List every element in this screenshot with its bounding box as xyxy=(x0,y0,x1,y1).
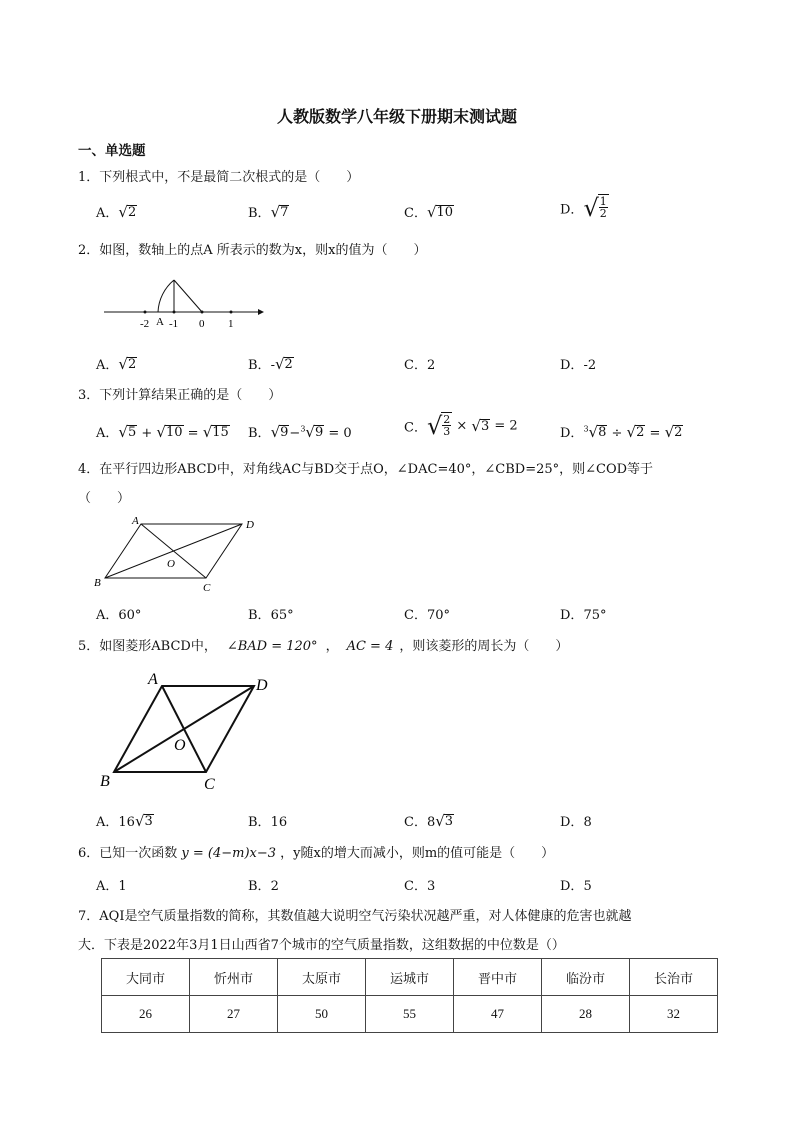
hypotenuse-line xyxy=(174,280,202,312)
question-7-stem-continued: 大．下表是2022年3月1日山西省7个城市的空气质量指数，这组数据的中位数是（） xyxy=(78,938,565,953)
q1-option-b[interactable] xyxy=(248,202,289,221)
question-2-stem: 2．如图，数轴上的点A 所表示的数为x，则x的值为（ ） xyxy=(78,243,427,258)
option-label: B． xyxy=(248,358,271,373)
question-5-stem: 5．如图菱形ABCD中， ∠BAD = 120° ， AC = 4 ，则该菱形的周长为（ ） xyxy=(78,639,569,654)
q2-option-a[interactable] xyxy=(96,354,137,373)
table-row xyxy=(102,996,718,1033)
sqrt-expression: √ 2 xyxy=(118,203,137,221)
table-header-cell: 长治市 xyxy=(630,959,718,996)
q6-option-d[interactable]: D．5 xyxy=(560,879,592,894)
aqi-table xyxy=(101,958,718,1033)
vertex-a-label: A xyxy=(132,515,139,527)
math-function-expr: y = (4−m)x−3 xyxy=(181,846,277,861)
vertex-c-label: C xyxy=(203,582,211,594)
math-length-expr: AC = 4 xyxy=(346,639,394,654)
tick-label: -1 xyxy=(169,318,179,330)
q6-option-b[interactable]: B．2 xyxy=(248,879,279,894)
sqrt-fraction-expression: √ $\frac{1}{2}$ xyxy=(583,194,607,222)
vertex-d-label: D xyxy=(246,519,254,531)
tick-dot xyxy=(201,311,204,314)
q3-option-a[interactable]: A． √ 5 + √ 10 = √ 15 xyxy=(96,423,229,441)
table-header-cell: 晋中市 xyxy=(454,959,542,996)
q5-option-c[interactable]: C．8 √ 3 xyxy=(404,812,454,830)
vertex-a-label: A xyxy=(148,671,158,688)
table-cell: 32 xyxy=(630,996,718,1033)
tick-label: 0 xyxy=(199,318,205,330)
table-cell: 50 xyxy=(278,996,366,1033)
option-label: C． xyxy=(404,420,427,436)
question-7-stem: 7．AQI是空气质量指数的简称，其数值越大说明空气污染状况越严重，对人体健康的危害也就越 xyxy=(78,909,632,924)
q5-option-a[interactable]: A．16 √ 3 xyxy=(96,812,153,830)
option-label: A． xyxy=(96,426,119,441)
question-4-stem: 4．在平行四边形ABCD中，对角线AC与BD交于点O，∠DAC=40°，∠CBD=25°，则∠COD等于 xyxy=(78,462,654,477)
option-label: D． xyxy=(560,426,584,441)
q1-option-c[interactable] xyxy=(404,202,454,221)
table-header-cell: 忻州市 xyxy=(190,959,278,996)
table-header-row xyxy=(102,959,718,996)
q1-option-d[interactable] xyxy=(560,194,609,222)
sqrt-expression: √ 10 xyxy=(426,203,454,221)
q5-option-b[interactable]: B．16 xyxy=(248,815,288,830)
table-header-cell: 运城市 xyxy=(366,959,454,996)
parallelogram-figure xyxy=(90,512,270,596)
center-o-label: O xyxy=(167,558,175,570)
section-heading: 一、单选题 xyxy=(78,143,146,159)
q5-option-d[interactable]: D．8 xyxy=(560,815,592,830)
table-cell: 26 xyxy=(102,996,190,1033)
table-header-cell: 太原市 xyxy=(278,959,366,996)
center-o-label: O xyxy=(174,737,186,754)
axis-arrow-icon xyxy=(258,309,264,315)
vertex-b-label: B xyxy=(94,577,101,589)
option-label: A． xyxy=(96,358,119,373)
question-1-stem: 1．下列根式中，不是最简二次根式的是（ ） xyxy=(78,170,360,185)
rhombus-figure xyxy=(92,666,282,796)
sqrt-expression: √ 7 xyxy=(270,203,289,221)
q4-option-c[interactable]: C．70° xyxy=(404,608,450,623)
q3-option-c[interactable]: C． √ $\frac{2}{3}$ × √ 3 = 2 xyxy=(404,412,518,440)
tick-label: -2 xyxy=(140,318,150,330)
table-header-cell: 临汾市 xyxy=(542,959,630,996)
option-label: C． xyxy=(404,206,427,221)
q6-option-c[interactable]: C．3 xyxy=(404,879,436,894)
option-label: C． xyxy=(404,358,427,373)
option-label: D． xyxy=(560,358,584,373)
q1-option-a[interactable] xyxy=(96,202,137,221)
option-label: A． xyxy=(96,206,119,221)
option-label: B． xyxy=(248,206,271,221)
compass-arc xyxy=(158,280,174,312)
sqrt-expression: √ 2 xyxy=(118,355,137,373)
tick-dot xyxy=(173,311,176,314)
table-cell: 47 xyxy=(454,996,542,1033)
sqrt-expression: √ 2 xyxy=(274,355,293,373)
vertex-b-label: B xyxy=(100,773,110,790)
number-line-figure xyxy=(100,272,266,334)
q4-option-a[interactable]: A．60° xyxy=(96,608,142,623)
table-cell: 28 xyxy=(542,996,630,1033)
question-6-stem: 6．已知一次函数 y = (4−m)x−3 ，y随x的增大而减小，则m的值可能是（ ） xyxy=(78,846,555,861)
q4-option-b[interactable]: B．65° xyxy=(248,608,294,623)
option-label: D． xyxy=(560,202,584,218)
q2-option-d[interactable]: D．-2 xyxy=(560,358,597,373)
tick-dot xyxy=(144,311,147,314)
page-title: 人教版数学八年级下册期末测试题 xyxy=(276,107,517,126)
table-header-cell: 大同市 xyxy=(102,959,190,996)
tick-dot xyxy=(230,311,233,314)
vertex-c-label: C xyxy=(204,776,215,793)
vertex-d-label: D xyxy=(256,677,268,694)
option-label: B． xyxy=(248,426,271,441)
question-3-stem: 3．下列计算结果正确的是（ ） xyxy=(78,388,282,403)
tick-label: 1 xyxy=(228,318,234,330)
q4-option-d[interactable]: D．75° xyxy=(560,608,607,623)
point-a-label: A xyxy=(156,316,164,328)
q3-option-d[interactable]: D．$^3$ √ 8 ÷ √ 2 = √ 2 xyxy=(560,423,683,441)
q2-option-c[interactable]: C．2 xyxy=(404,358,436,373)
q3-option-b[interactable]: B． √ 9 −$^3$ √ 9 = 0 xyxy=(248,423,352,441)
math-angle-expr: ∠BAD = 120° xyxy=(226,639,318,654)
diagonal-bd xyxy=(114,686,254,772)
table-cell: 27 xyxy=(190,996,278,1033)
table-cell: 55 xyxy=(366,996,454,1033)
q6-option-a[interactable]: A．1 xyxy=(96,879,127,894)
q2-option-b[interactable]: B．- √ 2 xyxy=(248,355,293,373)
question-4-stem-continued: （ ） xyxy=(78,491,131,506)
